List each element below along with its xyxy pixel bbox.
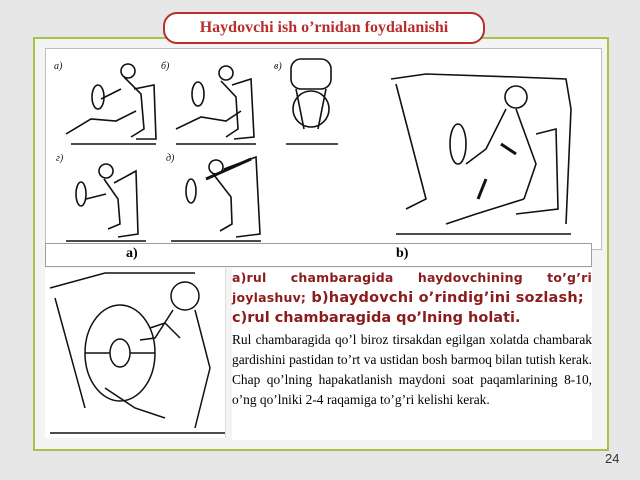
sub-label-2: б) [161, 61, 170, 72]
steering-hands-figure [45, 268, 226, 438]
page-number: 24 [605, 451, 620, 466]
figure-label-bar [45, 243, 592, 267]
sketch-a [66, 64, 156, 144]
caption-part-a [232, 268, 592, 308]
sketch-cabin [391, 74, 571, 234]
slide-title-text: Haydovchi ish o’rnidan foydalanishi [199, 19, 449, 36]
description-text-panel [232, 268, 592, 440]
figure-label-b: b) [396, 246, 409, 261]
sub-label-5: д) [166, 153, 175, 164]
sub-label-3: в) [274, 61, 282, 72]
sketch-d [66, 164, 146, 241]
caption-b-text: b)haydovchi o’rindig’ini sozlash; [306, 290, 584, 306]
steering-hands-drawing [45, 268, 225, 438]
sketch-c [286, 59, 338, 144]
driver-posture-drawing [46, 49, 601, 249]
caption-c-text: c)rul chambaragida qo’lning holati. [232, 310, 521, 326]
sub-label-4: г) [56, 153, 64, 164]
sub-label-1: a) [54, 61, 63, 72]
slide-title [163, 12, 485, 44]
sketch-b [176, 66, 256, 144]
driver-posture-figure [45, 48, 602, 250]
figure-label-a: a) [126, 246, 138, 261]
body-paragraph: Rul chambaragida qo’l biroz tirsakdan egilgan xolatda chambarak gardishini pastidan to’rt va ustidan bosh barmoq bilan tutish kerak. Chap qo’lning hapakatlanish maydoni soat paqamlarining 8-10, o’ng qo’lniki 2-4 raqamiga to’g’ri kelishi kerak. [232, 332, 592, 407]
sketch-e [171, 157, 261, 241]
caption-a-text: a)rul chambaragida haydovchining to’g’ri joylashuv; [232, 270, 592, 305]
